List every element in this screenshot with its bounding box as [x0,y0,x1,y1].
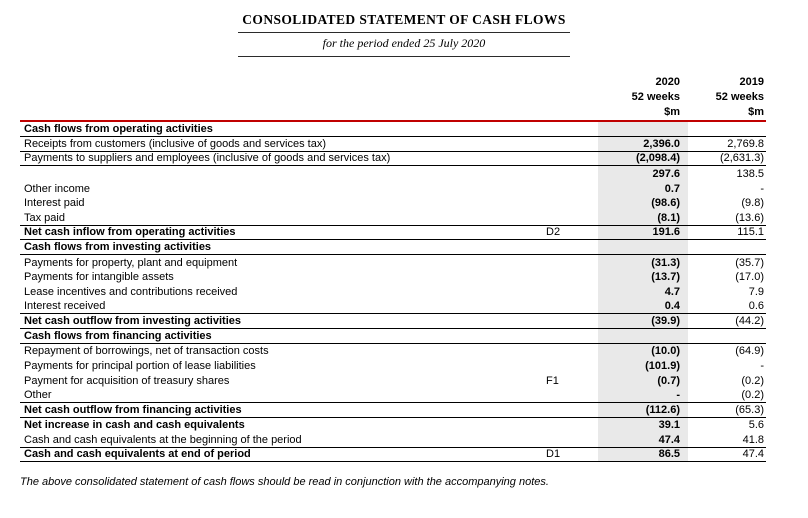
row-value-2020 [598,122,688,136]
document-header [238,0,570,57]
table-row [20,137,766,152]
row-value-2019: 5.6 [748,419,764,432]
row-value-2020: (13.7) [598,270,688,285]
period-2020: 52 weeks [631,91,680,103]
row-value-2020: 2,396.0 [598,137,688,151]
table-row [20,359,766,374]
row-note-reference [540,418,598,433]
row-label: Payments for property, plant and equipment [24,256,238,269]
table-row [20,448,766,463]
row-note-reference [540,152,598,166]
row-value-2019: (9.8) [741,197,764,210]
row-note-reference: F1 [546,374,559,387]
row-value-2019: 41.8 [742,433,764,446]
row-label: Other income [24,182,91,195]
column-header-2020 [598,75,688,120]
row-value-2019: (2,631.3) [719,152,764,165]
row-value-2020: (2,098.4) [598,152,688,166]
table-row [20,226,766,241]
row-value-2019: (44.2) [735,315,764,328]
row-value-2020: 191.6 [598,226,688,240]
header-spacer-note [540,75,598,120]
row-note-reference [540,314,598,328]
table-row [20,418,766,433]
table-row [20,270,766,285]
footnote: The above consolidated statement of cash flows should be read in conjunction with the accompanying notes. [20,476,549,489]
row-value-2019: (65.3) [735,404,764,417]
row-value-2020 [598,240,688,254]
table-row [20,166,766,181]
row-label: Net cash outflow from financing activities [24,404,242,417]
row-value-2020: 47.4 [598,433,688,447]
table-row [20,211,766,226]
table-row [20,374,766,389]
row-value-2020: (10.0) [598,344,688,359]
row-note-reference [540,181,598,196]
row-note-reference [540,255,598,270]
row-label [20,166,540,181]
row-label: Payments for intangible assets [24,271,174,284]
row-note-reference: D1 [546,448,561,461]
row-note-reference [540,196,598,211]
row-value-2019: 2,769.8 [727,137,764,150]
table-row [20,403,766,418]
row-value-2020: (39.9) [598,314,688,328]
row-value-2020: 39.1 [598,418,688,433]
row-label: Tax paid [24,211,65,224]
year-2020: 2020 [655,76,680,88]
row-note-reference [540,329,598,343]
column-headers [20,75,766,120]
row-note-reference [540,300,598,314]
row-value-2019: 138.5 [736,167,764,180]
row-note-reference [540,122,598,136]
row-note-reference [540,137,598,151]
table-row [20,344,766,359]
row-label: Net increase in cash and cash equivalents [24,419,245,432]
row-note-reference [540,270,598,285]
row-note-reference [540,211,598,225]
row-label: Cash and cash equivalents at end of period [24,448,251,461]
row-label: Other [24,389,52,402]
row-value-2020: (101.9) [598,359,688,374]
row-note-reference [540,359,598,374]
row-value-2020: (98.6) [598,196,688,211]
table-row [20,240,766,255]
row-note-reference [540,344,598,359]
table-row [20,152,766,167]
row-value-2019 [688,329,766,343]
row-value-2020: (31.3) [598,255,688,270]
row-label: Lease incentives and contributions received [24,286,238,299]
row-label: Interest paid [24,197,85,210]
document-subtitle: for the period ended 25 July 2020 [238,33,570,57]
table-row [20,329,766,344]
row-value-2020: 297.6 [598,166,688,181]
row-note-reference [540,388,598,402]
row-note-reference [540,285,598,300]
row-value-2019: (17.0) [735,271,764,284]
row-value-2020: - [598,388,688,402]
row-value-2019: (35.7) [735,256,764,269]
row-label: Interest received [24,300,106,313]
row-value-2019: 7.9 [748,286,764,299]
row-label: Payments to suppliers and employees (inclusive of goods and services tax) [24,152,391,165]
unit-2020: $m [664,106,680,118]
table-row [20,285,766,300]
row-label: Receipts from customers (inclusive of goods and services tax) [24,137,327,150]
table-row [20,314,766,329]
row-value-2019 [688,240,766,254]
table-row [20,433,766,448]
row-value-2020: (0.7) [598,374,688,389]
row-value-2019: 0.6 [748,300,764,313]
row-label: Net cash outflow from investing activities [24,315,241,328]
row-value-2019: (0.2) [741,389,764,402]
row-label: Net cash inflow from operating activities [24,226,236,239]
row-value-2019: - [760,182,764,195]
row-value-2019 [688,122,766,136]
row-label: Payment for acquisition of treasury shares [24,374,230,387]
document-title: CONSOLIDATED STATEMENT OF CASH FLOWS [238,12,570,33]
table-row [20,255,766,270]
row-value-2019: (64.9) [735,345,764,358]
table-row [20,300,766,315]
row-value-2020: 86.5 [598,448,688,462]
row-note-reference [540,433,598,447]
row-value-2020: 0.4 [598,300,688,314]
table-row [20,388,766,403]
row-note-reference [540,403,598,417]
column-header-2019 [688,75,766,120]
unit-2019: $m [748,106,764,118]
row-value-2020: 4.7 [598,285,688,300]
row-note-reference [540,240,598,254]
row-value-2019: 47.4 [742,448,764,461]
row-label: Cash and cash equivalents at the beginning of the period [24,433,302,446]
row-note-reference: D2 [546,226,561,239]
row-value-2020 [598,329,688,343]
row-label: Payments for principal portion of lease liabilities [24,360,256,373]
row-label: Cash flows from operating activities [24,122,213,135]
row-label: Cash flows from financing activities [24,330,212,343]
row-value-2020: (112.6) [598,403,688,417]
cash-flow-table [20,75,766,462]
table-row [20,122,766,137]
table-row [20,181,766,196]
row-value-2020: 0.7 [598,181,688,196]
row-label: Repayment of borrowings, net of transaction costs [24,345,269,358]
table-row [20,196,766,211]
row-value-2019: 115.1 [737,226,764,239]
row-label: Cash flows from investing activities [24,241,212,254]
year-2019: 2019 [739,76,764,88]
row-value-2019: (0.2) [741,374,764,387]
table-body [20,120,766,462]
row-value-2019: - [760,360,764,373]
row-note-reference [540,166,598,181]
row-value-2020: (8.1) [598,211,688,225]
period-2019: 52 weeks [715,91,764,103]
row-value-2019: (13.6) [735,211,764,224]
header-spacer-label [20,75,540,120]
